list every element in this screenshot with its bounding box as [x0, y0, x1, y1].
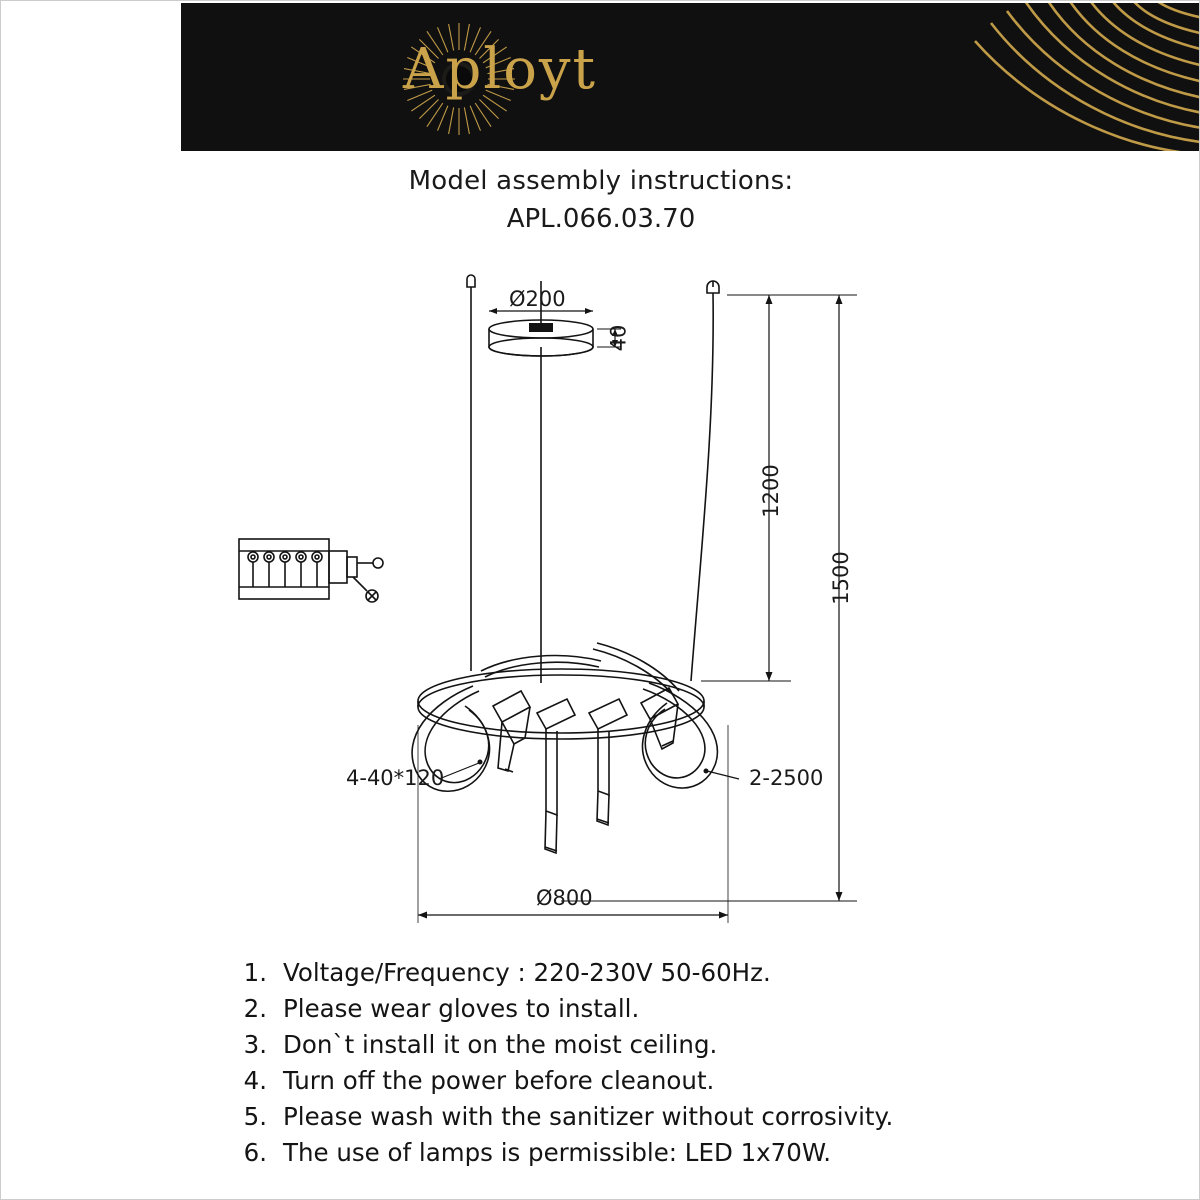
brand-name: Aployt [403, 37, 598, 102]
left-suspension-cable [467, 275, 475, 671]
leader-lamp-spec [439, 760, 483, 780]
list-item [233, 1028, 1133, 1062]
dim-label-canopy-height: 40 [606, 324, 631, 352]
list-item-number: 2. [243, 994, 267, 1023]
list-item-text: Turn off the power before cleanout. [283, 1066, 715, 1095]
list-item-number: 4. [243, 1066, 267, 1095]
list-item-text: Please wear gloves to install. [283, 994, 640, 1023]
list-item-number: 3. [243, 1030, 267, 1059]
assembly-diagram [1, 251, 1200, 941]
list-item-text: The use of lamps is permissible: LED 1x70W. [283, 1138, 832, 1167]
title-line-1: Model assembly instructions: [408, 166, 794, 196]
list-item [233, 956, 1133, 990]
list-item-number: 6. [243, 1138, 267, 1167]
ceiling-canopy [489, 281, 621, 683]
dim-1500 [561, 295, 857, 901]
list-item-text: Don`t install it on the moist ceiling. [283, 1030, 718, 1059]
dim-label-total-height: 1500 [829, 551, 853, 605]
list-item-number: 5. [243, 1102, 267, 1131]
list-item [233, 1100, 1133, 1134]
spot-head-3 [589, 699, 627, 825]
dim-label-fixture-diameter: Ø800 [536, 886, 593, 910]
list-item-text: Voltage/Frequency : 220-230V 50-60Hz. [283, 958, 771, 987]
dim-label-canopy-diameter: Ø200 [509, 287, 566, 311]
dim-label-lamp-spec: 4-40*120 [346, 766, 445, 790]
page-title [1, 166, 1200, 234]
dim-label-suspension-length: 1200 [759, 464, 783, 518]
leader-cable-spec [704, 769, 740, 780]
list-item [233, 1064, 1133, 1098]
spot-head-2 [537, 699, 575, 853]
dim-label-cable-spec: 2-2500 [749, 766, 824, 790]
list-item [233, 992, 1133, 1026]
right-suspension-cable [691, 281, 719, 681]
led-driver-terminal-block [239, 539, 383, 602]
instruction-list [233, 956, 1133, 1172]
title-line-2: APL.066.03.70 [506, 204, 696, 234]
list-item [233, 1136, 1133, 1170]
list-item-text: Please wash with the sanitizer without corrosivity. [283, 1102, 894, 1131]
brand-banner [181, 3, 1199, 151]
list-item-number: 1. [243, 958, 267, 987]
spot-head-4 [641, 688, 678, 749]
gold-fan-rays-icon [879, 3, 1199, 151]
pendant-ring-lamp [412, 643, 717, 853]
